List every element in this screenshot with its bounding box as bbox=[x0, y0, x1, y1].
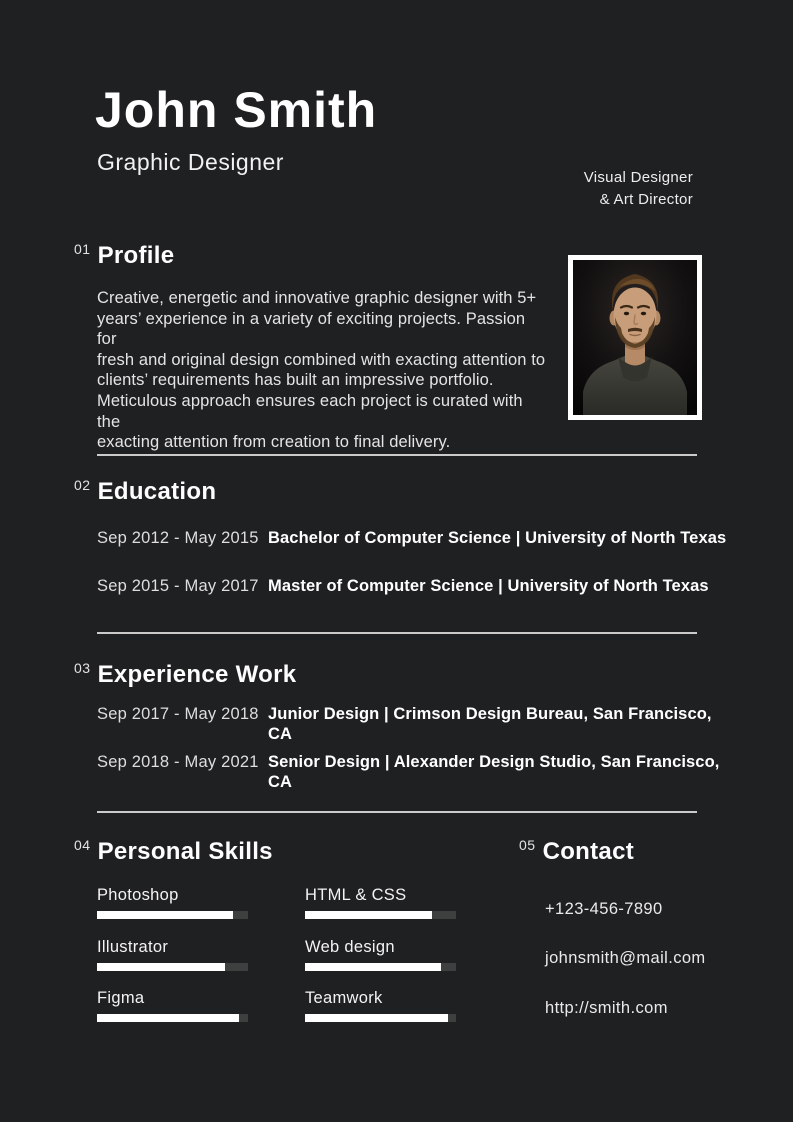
skill-bar-fill bbox=[97, 963, 225, 971]
section-number: 05 bbox=[519, 837, 536, 853]
profile-line: exacting attention from creation to final delivery. bbox=[97, 433, 451, 452]
skill-html-css bbox=[305, 885, 456, 919]
skill-bar-track bbox=[97, 1014, 248, 1022]
skill-bar-fill bbox=[305, 911, 432, 919]
section-title: Personal Skills bbox=[97, 838, 273, 865]
skill-label: Web design bbox=[305, 938, 395, 956]
profile-line: clients’ requirements has built an impressive portfolio. bbox=[97, 371, 494, 390]
profile-line: fresh and original design combined with exacting attention to bbox=[97, 350, 546, 369]
divider bbox=[97, 811, 697, 813]
contact-website: http://smith.com bbox=[545, 999, 668, 1017]
tagline-line-1: Visual Designer bbox=[583, 169, 693, 186]
profile-paragraph bbox=[97, 288, 549, 453]
education-detail: Master of Computer Science | University of North Texas bbox=[268, 577, 709, 595]
experience-row bbox=[97, 704, 737, 744]
profile-line: Creative, energetic and innovative graphic designer with 5+ bbox=[97, 289, 537, 307]
section-number: 02 bbox=[74, 477, 91, 493]
skill-bar-track bbox=[305, 1014, 456, 1022]
skill-bar-track bbox=[97, 963, 248, 971]
section-header-education bbox=[74, 477, 216, 507]
education-detail: Bachelor of Computer Science | University of North Texas bbox=[268, 529, 727, 547]
section-header-skills bbox=[74, 837, 273, 867]
experience-row bbox=[97, 752, 737, 792]
skill-bar-fill bbox=[97, 1014, 239, 1022]
page-title: John Smith bbox=[95, 82, 378, 138]
section-title: Profile bbox=[97, 242, 175, 269]
skill-bar-fill bbox=[305, 1014, 448, 1022]
section-header-profile bbox=[74, 241, 174, 271]
section-number: 01 bbox=[74, 241, 91, 257]
portrait-photo bbox=[568, 255, 702, 420]
skill-bar-track bbox=[97, 911, 248, 919]
section-title: Experience Work bbox=[97, 661, 297, 688]
tagline-line-2: & Art Director bbox=[599, 190, 693, 208]
contact-email: johnsmith@mail.com bbox=[545, 949, 706, 967]
skill-label: HTML & CSS bbox=[305, 886, 407, 904]
experience-detail: Senior Design | Alexander Design Studio, San Francisco, CA bbox=[268, 753, 720, 791]
experience-detail: Junior Design | Crimson Design Bureau, San Francisco, CA bbox=[268, 705, 712, 743]
education-row bbox=[97, 576, 737, 596]
skill-bar-fill bbox=[97, 911, 233, 919]
skill-bar-track bbox=[305, 911, 456, 919]
skill-bar-fill bbox=[305, 963, 441, 971]
skill-bar-track bbox=[305, 963, 456, 971]
divider bbox=[97, 632, 697, 634]
skill-teamwork bbox=[305, 988, 456, 1022]
section-number: 03 bbox=[74, 660, 91, 676]
skill-figma bbox=[97, 988, 248, 1022]
profile-line: years’ experience in a variety of exciting projects. Passion for bbox=[97, 309, 526, 349]
section-title: Education bbox=[97, 478, 217, 505]
education-dates: Sep 2012 - May 2015 bbox=[97, 529, 259, 547]
contact-phone: +123-456-7890 bbox=[545, 900, 663, 918]
skill-label: Illustrator bbox=[97, 938, 169, 956]
skill-photoshop bbox=[97, 885, 248, 919]
education-dates: Sep 2015 - May 2017 bbox=[97, 577, 259, 595]
skill-web-design bbox=[305, 937, 456, 971]
section-header-experience bbox=[74, 660, 296, 690]
section-title: Contact bbox=[542, 838, 635, 865]
profile-line: Meticulous approach ensures each project is curated with the bbox=[97, 391, 523, 431]
skill-illustrator bbox=[97, 937, 248, 971]
tagline bbox=[584, 167, 693, 210]
portrait-illustration bbox=[573, 260, 697, 415]
skill-label: Photoshop bbox=[97, 886, 179, 904]
job-title: Graphic Designer bbox=[97, 149, 284, 175]
education-row bbox=[97, 528, 737, 548]
skill-label: Figma bbox=[97, 989, 145, 1007]
experience-dates: Sep 2018 - May 2021 bbox=[97, 753, 259, 771]
experience-dates: Sep 2017 - May 2018 bbox=[97, 705, 259, 723]
divider bbox=[97, 454, 697, 456]
skill-label: Teamwork bbox=[305, 989, 383, 1007]
section-header-contact bbox=[519, 837, 634, 867]
section-number: 04 bbox=[74, 837, 91, 853]
